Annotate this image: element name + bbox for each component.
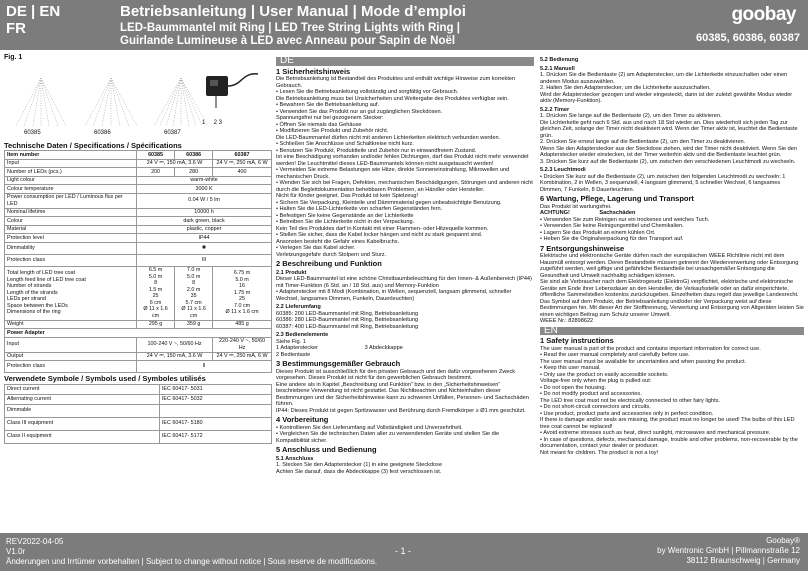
paragraph: • Vermeiden Sie extreme Belastungen wie Hitze, direkte Sonneneinstrahlung, Mikrowellen und mechanischen Druck. [276, 167, 510, 180]
table-row [5, 208, 272, 217]
footer-right [657, 536, 800, 566]
dim-value: 1.75 m [233, 289, 251, 296]
subsection-title: 5.1 Anschluss [276, 455, 314, 462]
adapter-illustration [202, 68, 262, 112]
paragraph: • Only use the product on easily accessible sockets. [540, 371, 669, 378]
subsection-title: 5.2.3 Leuchtmodi [540, 167, 586, 173]
table-cell: IEC 60417- 5031 [159, 384, 271, 394]
dim-value: 16 [239, 283, 246, 290]
figure-label-2: 60386 [94, 129, 111, 136]
table-row [5, 151, 272, 160]
subsection-title: 2.1 Produkt [276, 269, 307, 276]
table-cell: 24 V ⎓, 150 mA, 3.6 W [137, 159, 213, 168]
paragraph: WEEE Nr.: 82898622 [540, 318, 594, 324]
paragraph: • Keep this user manual. [540, 365, 601, 371]
table-cell: 60385 [137, 151, 175, 160]
paragraph: • Lagern Sie das Produkt an einem kühlen Ort. [540, 229, 656, 236]
table-row [5, 417, 272, 430]
table-cell: 280 [175, 168, 213, 177]
table-row [5, 176, 272, 185]
dim-label: Length feed line of LED tree coat [7, 276, 86, 283]
paragraph: Das Symbol auf dem Produkt, der Betriebsanleitung und/oder der Verpackung weist auf diese Bestimmungen hin. Mit dieser Art der Stofftrennung, Verwertung und Entsorgung von Altgeräten leisten Sie einen wichtigen Beitrag zum Schutz unserer Umwelt. [540, 298, 804, 318]
paragraph: Wenn Sie den Adapterstecker aus der Steckdose ziehen, wird der Timer nicht deaktiviert. Wenn Sie den Adapterstecker wieder einstecken, ist der Timer weiterhin aktiv und die Bedientaste leuchtet grün. [540, 145, 797, 158]
table-cell: 24 V ⎓, 250 mA, 6 W [213, 352, 272, 361]
section-title: 3 Bestimmungsgemäßer Gebrauch [276, 359, 401, 368]
table-cell: 10000 h [137, 208, 272, 217]
column-de-en [540, 55, 804, 456]
paragraph: Die LED-Baummantel dürfen nicht mit anderen Lichterketten elektrisch verbunden werden. [276, 134, 501, 141]
table-cell: Protection class [5, 254, 137, 266]
tree-60386-illustration [82, 76, 140, 128]
table-cell: Output [5, 352, 137, 361]
table-cell: Colour temperature [5, 185, 137, 194]
table-row [5, 394, 272, 404]
paragraph: • Verwenden Sie zum Reinigen nur ein trockenes und weiches Tuch. [540, 216, 710, 223]
paragraph: 1 Adapterstecker 3 Abdeckkappe [276, 345, 403, 351]
paragraph: Spannungsfrei nur bei gezogenem Stecker: [276, 115, 384, 121]
paragraph: • Betreiben Sie die Lichterkette nicht in der Verpackung. [276, 219, 415, 225]
table-cell: Item number [5, 151, 137, 160]
paragraph: Not meant for children. The product is not a toy! [540, 449, 659, 456]
paragraph: Eine andere als in Kapitel „Beschreibung und Funktion“ bzw. in den „Sicherheitshinweisen“ beschriebene Verwendung ist nicht gestattet. Das Nichtbeachten und Nichteinhalten dieser Bestimmungen und der Sicherheitshinweise kann zu schweren Unfällen, Personen- und Sachschäden führen. [276, 381, 529, 407]
table-cell: Alternating current [5, 394, 160, 404]
paragraph: The user manual is part of the product and contains important information for correct use. [540, 345, 761, 352]
paragraph: • Verwenden Sie keine Reinigungsmittel und Chemikalien. [540, 223, 684, 229]
language-band-de: DE [276, 57, 534, 66]
section-title: 4 Vorbereitung [276, 415, 329, 424]
table-cell [159, 404, 271, 417]
dim-value: 5.0 m [186, 273, 201, 280]
footer-left [6, 537, 377, 567]
table-cell: Power consumption per LED / Luminous flux per LED [5, 193, 137, 208]
paragraph: • Kontrollieren Sie den Lieferumfang auf Vollständigkeit und Unversehrtheit. [276, 424, 463, 431]
table-cell: Class III equipment [5, 417, 160, 430]
paragraph: Elektrische und elektronische Geräte dürfen nach der europäischen WEEE Richtlinie nicht mit dem Hausmüll entsorgt werden. Deren Bestandteile müssen getrennt der Wiederverwertung oder Entsorgung zugeführt werden, weil giftige und gefährliche Bestandteile bei unsachgemäßer Entsorgung die Gesundheit und Umwelt nachhaltig schädigen können. [540, 253, 799, 279]
table-cell: Material [5, 225, 137, 234]
section-title: 1 Safety instructions [540, 336, 614, 345]
table-row [5, 352, 272, 361]
table-cell: Colour [5, 217, 137, 226]
paragraph: IP44: Dieses Produkt ist gegen Spritzwasser und Berührung durch Fremdkörper ≥ Ø1 mm geschützt. [276, 407, 526, 414]
subsection-title: 2.3 Bedienelemente [276, 332, 329, 338]
paragraph: Verletzungsgefahr durch Stolpern und Sturz. [276, 251, 387, 258]
figure-title: Fig. 1 [4, 54, 23, 61]
figure-label-1: 60385 [24, 129, 41, 136]
company-city: 38112 Braunschweig | Germany [686, 556, 800, 565]
paragraph: Sie sind als Verbraucher nach dem Elektrogesetz (ElektroG) verpflichtet, elektrische und elektronische Geräte am Ende ihrer Lebensdauer an den Hersteller, die Verkaufsstelle oder an dafür eingerichtete, öffentliche Sammelstellen kostenlos zurückzugeben. Einzelheiten dazu regelt das jeweilige Landesrecht. [540, 279, 799, 298]
paragraph: 60385: 200 LED-Baummantel mit Ring, Betriebsanleitung [276, 310, 419, 317]
table-cell: IEC 60417- 5172 [159, 430, 271, 443]
dim-value: 6.5 m [148, 267, 163, 273]
table-cell: 200 [137, 168, 175, 177]
subsection-title: 5.2.1 Manuell [540, 65, 575, 72]
paragraph: • Do not short-circuit connectors and circuits. [540, 404, 651, 410]
dim-value: 5.0 m [148, 273, 163, 280]
table-cell: II [137, 361, 272, 373]
paragraph: • Use product, product parts and accessories only in perfect condition. [540, 410, 714, 417]
paragraph: • Verwenden Sie das Produkt nur an gut zugänglichen Steckdosen. [276, 108, 443, 115]
paragraph: • Do not open the housing. [540, 384, 607, 391]
dim-label: Length of the strands [7, 289, 58, 296]
paragraph: Ist eine Beschädigung vorhanden und/oder fehlen Dichtungen, darf das Produkt nicht mehr verwendet werden! Die Leuchtmittel dieses LED-Baummantels können nicht ausgetauscht werden! [276, 154, 529, 167]
dim-value: 6 cm [149, 299, 162, 306]
table-cell: Dimmable [5, 404, 160, 417]
paragraph: 1. Drücken Sie lange auf die Bedientaste (2), um den Timer zu aktivieren. [540, 113, 722, 119]
paragraph: • Befestigen Sie keine Gegenstände an der Lichterkette [276, 212, 414, 219]
table-row [5, 384, 272, 394]
paragraph: • Öffnen Sie niemals das Gehäuse [276, 121, 362, 128]
symbols-title: Verwendete Symbole / Symbols used / Symboles utilisés [4, 374, 206, 383]
dimensions-60386 [175, 266, 213, 320]
table-cell: III [137, 254, 272, 266]
change-notice: Änderungen und Irrtümer vorbehalten | Subject to change without notice | Sous reserve de modifications. [6, 557, 378, 566]
table-cell: 24 V ⎓, 250 mA, 6 W [213, 159, 272, 168]
paragraph: 2. Drücken Sie erneut lange auf die Bedientaste (2), um den Timer zu deaktivieren. [540, 139, 746, 145]
dim-value: Ø 11 x 1.6 cm [143, 306, 168, 319]
language-line-2: FR [6, 20, 26, 37]
dim-value: Ø 11 x 1.6 cm [181, 306, 206, 319]
dim-value: Ø 11 x 1.6 cm [225, 309, 259, 316]
paragraph: • Lesen Sie die Betriebsanleitung vollständig und sorgfältig vor Gebrauch. [276, 89, 459, 95]
paragraph: 1. Stecken Sie den Adapterstecker (1) in eine geeignete Steckdose [276, 462, 443, 468]
paragraph: 2. Halten Sie den Adapterstecker, um die Lichterkette auszuschalten. [540, 85, 711, 91]
dimmable-symbol-cell [137, 242, 272, 254]
table-row [5, 329, 272, 338]
table-row [5, 185, 272, 194]
paragraph: The LED tree coat must not be electrically connected to other fairy lights. [540, 397, 721, 404]
dim-value: 8 [192, 280, 196, 286]
table-cell: 24 V ⎓, 150 mA, 3.6 W [137, 352, 213, 361]
language-line-1: DE | EN [6, 3, 61, 20]
table-cell: Protection level [5, 234, 137, 243]
table-cell: 60387 [213, 151, 272, 160]
column-specs [4, 55, 272, 444]
dim-value: 5.7 cm [185, 299, 202, 306]
table-cell: Light colour [5, 176, 137, 185]
column-de [276, 55, 534, 475]
dim-value: 25 [152, 293, 159, 299]
dim-value: 7.0 cm [233, 302, 251, 309]
paragraph: Ansonsten besteht die Gefahr eines Kabelbruchs. [276, 238, 400, 245]
table-row [5, 168, 272, 177]
dimensions-labels [5, 266, 137, 320]
dim-label: Total length of LED tree coat [7, 270, 76, 277]
table-row [5, 337, 272, 352]
language-codes [6, 3, 60, 37]
paragraph: • Benutzen Sie Produkt, Produktteile und Zubehör nur in einwandfreiem Zustand. [276, 147, 477, 154]
paragraph: • Stellen Sie sicher, dass die Kabel locker hängen und nicht zu stark gespannt sind. [276, 232, 483, 238]
table-row [5, 430, 272, 443]
paragraph: Das Produkt ist wartungsfrei. [540, 203, 612, 210]
paragraph: • Bewahren Sie die Betriebsanleitung auf. [276, 102, 380, 108]
table-cell: Protection class [5, 361, 137, 373]
paragraph: The user manual must be available for uncertainties and when passing the product. [540, 358, 747, 365]
table-cell: 0.04 W / 5 lm [137, 193, 272, 208]
paragraph: Die Betriebsanleitung muss bei Unsicherheiten und Weitergabe des Produktes verfügbar sein. [276, 95, 509, 102]
dim-value: 7.0 m [186, 267, 201, 273]
table-cell: IEC 60417- 5180 [159, 417, 271, 430]
paragraph: Nicht für Kinder geeignet. Das Produkt ist kein Spielzeug! [276, 193, 419, 199]
section-title: 2 Beschreibung und Funktion [276, 259, 382, 268]
language-band-en: EN [540, 327, 804, 336]
table-cell: Weight [5, 320, 137, 329]
dim-value: 35 [190, 293, 197, 299]
table-cell: IP44 [137, 234, 272, 243]
paragraph: Siehe Fig. 1 [276, 338, 306, 345]
paragraph: Die Lichterkette geht nach 6 Std. aus und nach 18 Std wieder an. Dies wiederholt sich jeden Tag zur gleichen Zeit, solange der Timer nicht deaktiviert wird. Wenn der Timer aktiv ist, leuchtet die Bedientaste grün. [540, 119, 798, 139]
table-cell: 220-240 V ~, 50/60 Hz [213, 337, 272, 352]
table-cell: warm-white [137, 176, 272, 185]
table-cell: 485 g [213, 320, 272, 329]
paragraph: Die Betriebsanleitung ist Bestandteil des Produktes und enthält wichtige Hinweise zum korrekten Gebrauch. [276, 76, 516, 89]
table-row [5, 320, 272, 329]
dimensions-60385 [137, 266, 175, 320]
table-cell: Input [5, 337, 137, 352]
paragraph: 1. Drücken Sie die Bedientaste (2) am Adapterstecker, um die Lichterkette einzuschalten oder einen anderen Modus auszuwählen. [540, 72, 788, 85]
company-address: by Wentronic GmbH | Pillmannstraße 12 [657, 546, 800, 555]
table-row [5, 266, 272, 320]
paragraph: If there is damage and/or seals are missing, the product must no longer be used! The bulbs of this LED tree coat cannot be replaced! [540, 417, 795, 430]
subtitle-line-1: LED-Baummantel mit Ring | LED Tree String Lights with Ring | [120, 22, 460, 34]
dimmable-icon: ✺ [201, 244, 207, 251]
table-cell: Dimmability [5, 242, 137, 254]
paragraph: Achten Sie darauf, dass die Abdeckkappe (3) fest verschlossen ist. [276, 468, 442, 475]
paragraph: 60386: 280 LED-Baummantel mit Ring, Betriebsanleitung [276, 317, 419, 323]
paragraph: • Schließen Sie Anschlüsse und Schaltkreise nicht kurz. [276, 141, 414, 147]
table-cell: 295 g [137, 320, 175, 329]
subsection-title: 5.2 Bedienung [540, 57, 579, 63]
manual-title: Betriebsanleitung | User Manual | Mode d’emploi [120, 3, 466, 20]
section-title: 7 Entsorgungshinweise [540, 243, 625, 253]
dim-label: Dimensions of the ring [7, 309, 61, 316]
table-cell: dark green, black [137, 217, 272, 226]
dim-value: 1.5 m [148, 286, 163, 293]
spec-table [4, 150, 272, 373]
dim-value: 25 [239, 296, 246, 303]
section-title: 6 Wartung, Pflege, Lagerung und Transport [540, 194, 694, 203]
paragraph: • Heben Sie die Originalverpackung für den Transport auf. [540, 236, 684, 242]
page-number: - 1 - [395, 546, 412, 556]
dimensions-60387 [213, 266, 272, 320]
table-row [5, 404, 272, 417]
paragraph: • Sichern Sie Verpackung, Kleinteile und Dämmmaterial gegen unbeabsichtigte Benutzung. [276, 199, 502, 206]
brand-logo: goobay [731, 4, 796, 25]
revision: REV2022-04-05 [6, 537, 64, 546]
paragraph: • Read the user manual completely and carefully before use. [540, 352, 690, 358]
table-row [5, 234, 272, 243]
section-title: 5 Anschluss und Bedienung [276, 445, 377, 454]
footer-bar [0, 533, 808, 571]
dim-value: 2.0 m [186, 286, 201, 293]
table-cell: Nominal lifetime [5, 208, 137, 217]
dim-value: 5.0 m [235, 276, 249, 283]
paragraph: Dieser LED-Baummantel ist eine schöne Christbaumbeleuchtung für den Innen- & Außenbereich (IP44) mit Timer-Funktion (6 Std. an / 18 Std. aus) und Memory-Funktion [276, 276, 532, 289]
paragraph: Dieses Produkt ist ausschließlich für den privaten Gebrauch und den dafür vorgesehenen Zweck vorgesehen. Dieses Produkt ist nicht für den gewerblichen Gebrauch bestimmt. [276, 368, 516, 381]
paragraph: • Modifizieren Sie Produkt und Zubehör nicht. [276, 128, 389, 134]
table-row [5, 254, 272, 266]
table-row [5, 242, 272, 254]
paragraph: 60387: 400 LED-Baummantel mit Ring, Betriebsanleitung [276, 323, 419, 330]
tree-60385-illustration [12, 76, 70, 128]
paragraph: • Halten Sie die LED-Lichterkette von scharfen Gegenständen fern. [276, 206, 443, 212]
table-cell: Class II equipment [5, 430, 160, 443]
paragraph: Kein Teil des Produktes darf in Kontakt mit einer Flammen- oder Hitzequelle kommen. [276, 225, 489, 232]
table-cell: 60386 [175, 151, 213, 160]
table-cell: Power Adapter [5, 329, 272, 338]
version: V1.0r [6, 547, 26, 556]
table-row [5, 361, 272, 373]
paragraph: 3. Drücken Sie kurz auf die Bedientaste (2), um zwischen den verschiedenen Leuchtmodi zu wechseln. [540, 158, 796, 165]
paragraph: • Vergleichen Sie die technischen Daten aller zu verwendenden Geräte und stellen Sie die Kompatibilität sicher. [276, 431, 500, 444]
footer-brand: Goobay® [766, 536, 800, 545]
dim-value: 8 [154, 280, 158, 286]
table-cell: 100-240 V ~, 50/60 Hz [137, 337, 213, 352]
paragraph: • Do not modify product and accessories. [540, 391, 642, 397]
paragraph: • Avoid extreme stresses such as heat, direct sunlight, microwaves and mechanical pressure. [540, 430, 771, 436]
dim-label: LEDs per strand [7, 296, 46, 303]
table-cell: plastic, copper [137, 225, 272, 234]
table-cell: Direct current [5, 384, 160, 394]
paragraph: Wird der Adapterstecker gezogen und wieder eingesteckt, dann ist der zuletzt gewählte Modus wieder aktiv (Memory-Funktion). [540, 91, 793, 104]
paragraph: • Drücken Sie kurz auf die Bedientaste (2), um zwischen den folgenden Leuchtmodi zu wechseln: 1 Kombination, 2 in Wellen, 3 sequenziell, 4 langsam glimmend, 5 schneller Wechsel, 6 langsames Dimmen, 7 Funkeln, 8 Dauerleuchten. [540, 173, 786, 193]
symbols-table [4, 384, 272, 444]
paragraph: Voltage-free only when the plug is pulled out: [540, 378, 652, 384]
table-row [5, 225, 272, 234]
table-row [5, 159, 272, 168]
subsection-title: 2.2 Lieferumfang [276, 304, 321, 310]
paragraph: ACHTUNG! Sachschäden [540, 210, 636, 216]
figure-label-3: 60387 [164, 129, 181, 136]
paragraph: • Verlegen Sie das Kabel sicher. [276, 245, 356, 251]
dim-label: Space between the LEDs [7, 302, 68, 309]
figure-callouts: 1 2 3 [202, 119, 223, 126]
product-subtitle [120, 22, 460, 48]
table-cell: Input [5, 159, 137, 168]
section-title: 1 Sicherheitshinweis [276, 66, 351, 76]
paragraph: 2 Bedientaste [276, 351, 311, 358]
figure-1 [4, 62, 272, 140]
table-cell: Number of LEDs (pcs.) [5, 168, 137, 177]
paragraph: • In case of questions, defects, mechanical damage, trouble and other problems, non-recoverable by the documentation, contact your dealer or producer. [540, 436, 798, 449]
table-cell: 400 [213, 168, 272, 177]
paragraph: • Wenden Sie sich bei Fragen, Defekten, mechanischen Beschädigungen, Störungen und anderen nicht durch die Begleitdokumentation behebbaren Problemen, an Händler oder Hersteller. [276, 180, 533, 193]
table-row [5, 193, 272, 208]
paragraph: • Adapterstecker mit 8 Modi (Kombination, in Wellen, sequenziell, langsam glimmend, schneller Wechsel, langsames Dimmen, Funkeln, Dauerleuchten) [276, 289, 512, 302]
subtitle-line-2: Guirlande Lumineuse à LED avec Anneau pour Sapin de Noël [120, 35, 456, 47]
header-bar [0, 0, 808, 50]
dim-label: Number of strands [7, 283, 52, 290]
dim-value: 6.75 m [233, 270, 251, 277]
table-cell: 359 g [175, 320, 213, 329]
tech-data-title: Technische Daten / Specifications / Spécifications [4, 140, 182, 150]
model-numbers: 60385, 60386, 60387 [696, 32, 800, 44]
table-cell: 3000 K [137, 185, 272, 194]
table-row [5, 217, 272, 226]
table-cell: IEC 60417- 5032 [159, 394, 271, 404]
subsection-title: 5.2.2 Timer [540, 106, 570, 113]
